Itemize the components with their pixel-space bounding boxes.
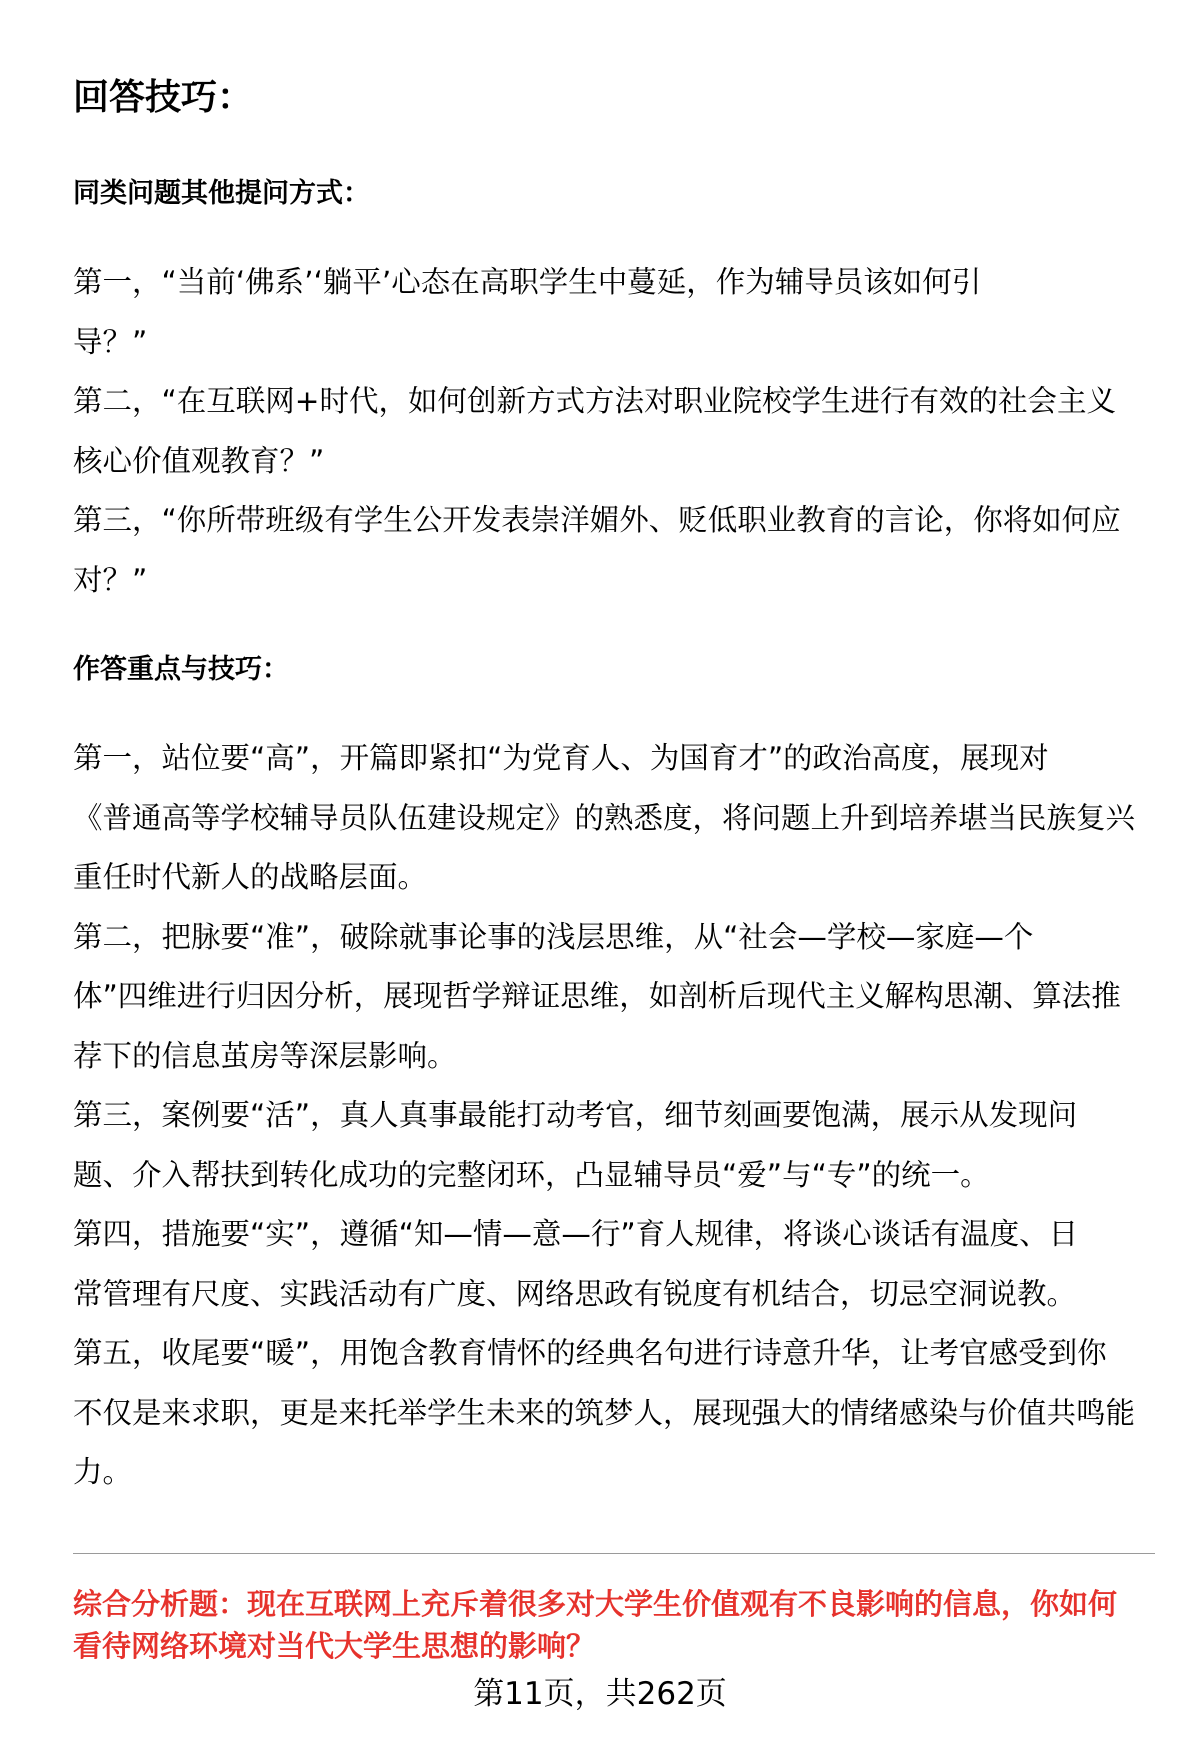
key-point-line: 重任时代新人的战略层面。 — [73, 860, 428, 894]
section-heading: 回答技巧： — [73, 77, 254, 118]
key-points-title: 作答重点与技巧： — [73, 654, 289, 685]
key-point-line: 第一，站位要“高”，开篇即紧扣“为党育人、为国育才”的政治高度，展现对 — [73, 741, 1049, 775]
key-point-line: 体”四维进行归因分析，展现哲学辩证思维，如剖析后现代主义解构思潮、算法推 — [73, 979, 1121, 1013]
key-point-line: 第四，措施要“实”，遵循“知—情—意—行”育人规律，将谈心谈话有温度、日 — [73, 1217, 1079, 1251]
key-point-line: 第三，案例要“活”，真人真事最能打动考官，细节刻画要饱满，展示从发现问 — [73, 1098, 1078, 1132]
question-line: 对？” — [73, 562, 148, 597]
question-line: 第三，“你所带班级有学生公开发表崇洋媚外、贬低职业教育的言论，你将如何应 — [73, 503, 1121, 537]
section-divider — [73, 1553, 1155, 1554]
similar-questions-title: 同类问题其他提问方式： — [73, 178, 370, 209]
similar-questions-list — [73, 253, 1155, 610]
question-line: 核心价值观教育？” — [73, 443, 325, 478]
key-point-line: 第五，收尾要“暖”，用饱含教育情怀的经典名句进行诗意升华，让考官感受到你 — [73, 1336, 1107, 1370]
next-question-line: 看待网络环境对当代大学生思想的影响？ — [73, 1629, 596, 1663]
key-point-line: 《普通高等学校辅导员队伍建设规定》的熟悉度，将问题上升到培养堪当民族复兴 — [73, 800, 1136, 835]
key-points-list — [73, 729, 1155, 1503]
next-question — [73, 1583, 1155, 1667]
key-point-line: 不仅是来求职，更是来托举学生未来的筑梦人，展现强大的情绪感染与价值共鸣能 — [73, 1395, 1136, 1430]
next-question-line: 综合分析题：现在互联网上充斥着很多对大学生价值观有不良影响的信息，你如何 — [73, 1587, 1118, 1621]
key-point-line: 题、介入帮扶到转化成功的完整闭环，凸显辅导员“爱”与“专”的统一。 — [73, 1157, 990, 1192]
key-point-line: 力。 — [73, 1455, 133, 1489]
question-line: 第一，“当前‘佛系’‘躺平’心态在高职学生中蔓延，作为辅导员该如何引 — [73, 265, 982, 299]
question-line: 第二，“在互联网+时代，如何创新方式方法对职业院校学生进行有效的社会主义 — [73, 384, 1117, 418]
key-point-line: 荐下的信息茧房等深层影响。 — [73, 1038, 457, 1073]
key-point-line: 常管理有尺度、实践活动有广度、网络思政有锐度有机结合，切忌空洞说教。 — [73, 1276, 1077, 1311]
page-number: 第11页，共262页 — [473, 1676, 727, 1712]
key-point-line: 第二，把脉要“准”，破除就事论事的浅层思维，从“社会—学校—家庭—个 — [73, 919, 1034, 954]
question-line: 导？” — [73, 324, 148, 359]
